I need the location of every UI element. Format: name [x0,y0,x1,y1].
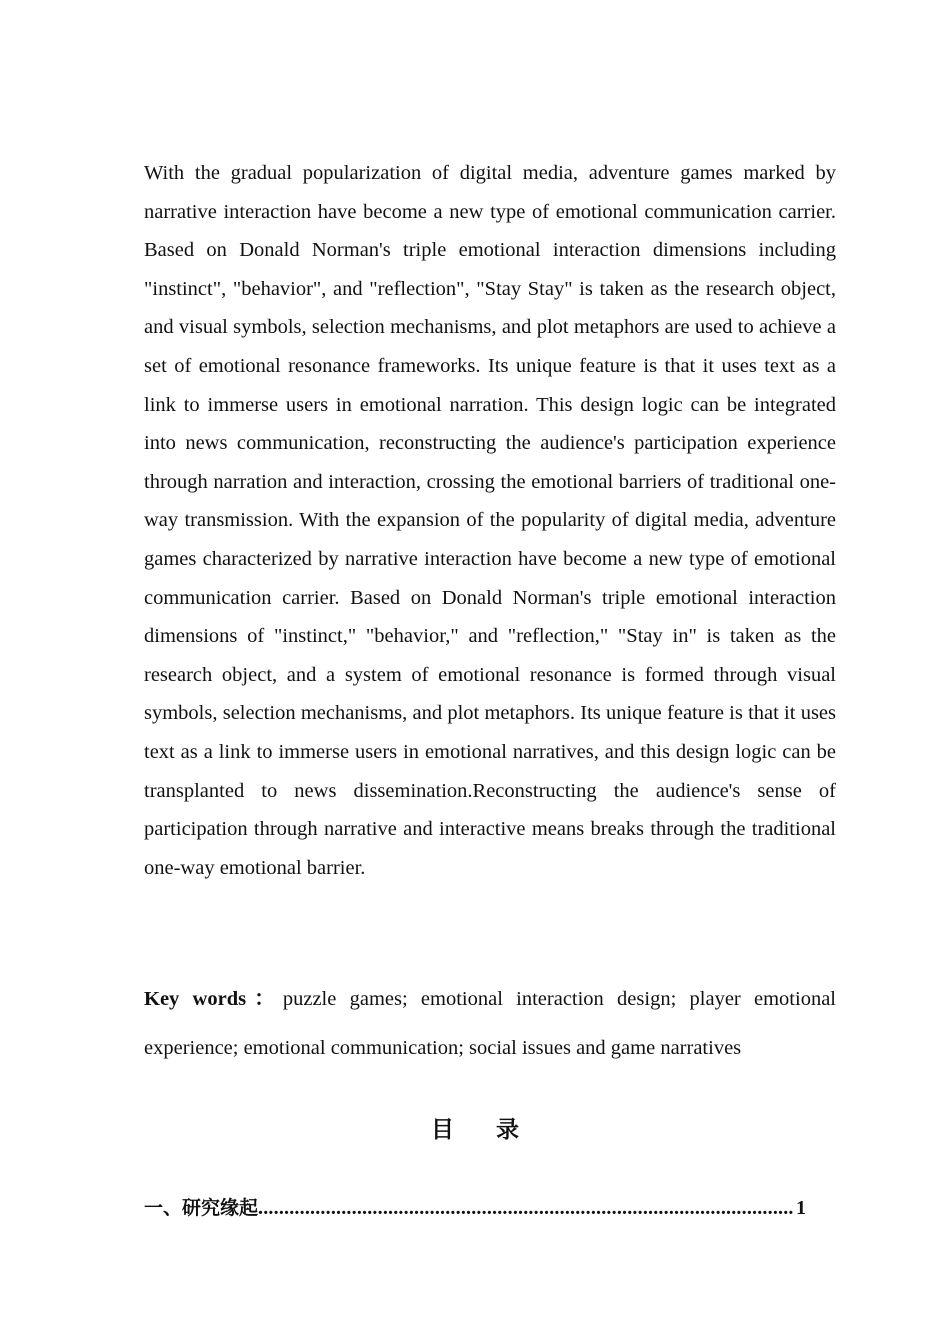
abstract-paragraph: With the gradual popularization of digital media, adventure games marked by narrative interaction have become a new type of emotional communication carrier. Based on Donald Norman's triple emotional interaction dimensions including "instinct", "behavior", and "reflection", "Stay Stay" is taken as the research object, and visual symbols, selection mechanisms, and plot metaphors are used to achieve a set of emotional resonance frameworks. Its unique feature is that it uses text as a link to immerse users in emotional narration. This design logic can be integrated into news communication, reconstructing the audience's participation experience through narration and interaction, crossing the emotional barriers of traditional one-way transmission. With the expansion of the popularity of digital media, adventure games characterized by narrative interaction have become a new type of emotional communication carrier. Based on Donald Norman's triple emotional interaction dimensions of "instinct," "behavior," and "reflection," "Stay in" is taken as the research object, and a system of emotional resonance is formed through visual symbols, selection mechanisms, and plot metaphors. Its unique feature is that it uses text as a link to immerse users in emotional narratives, and this design logic can be transplanted to news dissemination.Reconstructing the audience's sense of participation through narrative and interactive means breaks through the traditional one-way emotional barrier. [144,162,836,879]
toc-entry-page-number: 1 [796,1197,806,1219]
toc-leader-dots [258,1197,794,1220]
toc-title [0,1112,950,1148]
toc-title-char-2: 录 [496,1117,519,1143]
keywords-text: puzzle games; emotional interaction design; player emotional experience; emotional communication; social issues and game narratives [144,988,836,1059]
keywords-paragraph [144,975,836,1072]
toc-entry-label: 一、研究缘起 [144,1197,259,1219]
toc-title-char-1: 目 [431,1117,454,1143]
keywords-label: Key words： [144,988,283,1010]
toc-entry[interactable] [144,1193,806,1225]
